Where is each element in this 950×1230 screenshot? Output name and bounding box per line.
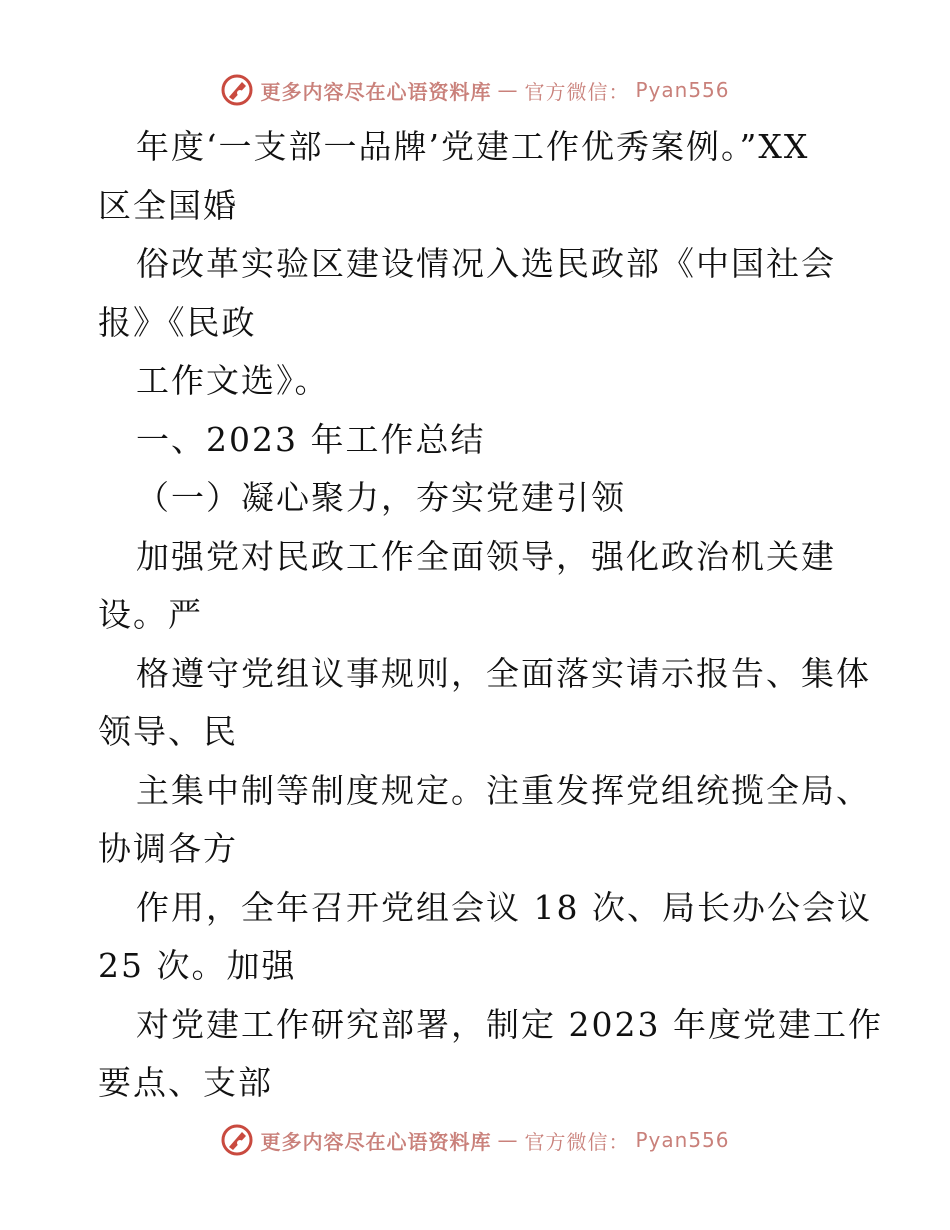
section-heading: 一、2023 年工作总结 — [136, 419, 486, 459]
watermark-id: Pyan556 — [635, 1128, 730, 1152]
text-line: 年度‘一支部一品牌’党建工作优秀案例。”XX — [136, 127, 810, 166]
text-line: 加强党对民政工作全面领导，强化政治机关建 — [136, 536, 836, 576]
text-line: 主集中制等制度规定。注重发挥党组统揽全局、 — [136, 770, 871, 810]
pen-logo-icon — [220, 1123, 254, 1157]
text-line: 工作文选》。 — [136, 361, 330, 400]
watermark-main-text: 更多内容尽在心语资料库 — [260, 1129, 492, 1154]
watermark-dash: — — [497, 78, 519, 102]
footer-watermark — [0, 1122, 950, 1158]
text-line: 25 次。加强 — [98, 946, 297, 985]
header-watermark — [0, 72, 950, 108]
text-line: 作用，全年召开党组会议 18 次、局长办公会议 — [136, 887, 872, 927]
watermark-sub-text: 官方微信： — [524, 79, 630, 104]
text-line: 区全国婚 — [98, 185, 238, 225]
pen-logo-icon — [220, 73, 254, 107]
watermark-sub-text: 官方微信： — [524, 1129, 630, 1154]
text-line: 格遵守党组议事规则，全面落实请示报告、集体 — [136, 653, 871, 693]
subsection-heading: （一）凝心聚力，夯实党建引领 — [136, 478, 626, 517]
text-line: 设。严 — [98, 595, 203, 634]
text-line: 俗改革实验区建设情况入选民政部《中国社会 — [136, 244, 836, 283]
text-line: 对党建工作研究部署，制定 2023 年度党建工作 — [136, 1004, 883, 1044]
text-line: 要点、支部 — [98, 1063, 273, 1102]
watermark-id: Pyan556 — [635, 78, 730, 102]
text-line: 领导、民 — [98, 712, 238, 751]
text-line: 协调各方 — [98, 829, 238, 868]
watermark-main-text: 更多内容尽在心语资料库 — [260, 79, 492, 104]
watermark-dash: — — [497, 1128, 519, 1152]
text-line: 报》《民政 — [98, 302, 257, 342]
document-body — [98, 118, 883, 1113]
